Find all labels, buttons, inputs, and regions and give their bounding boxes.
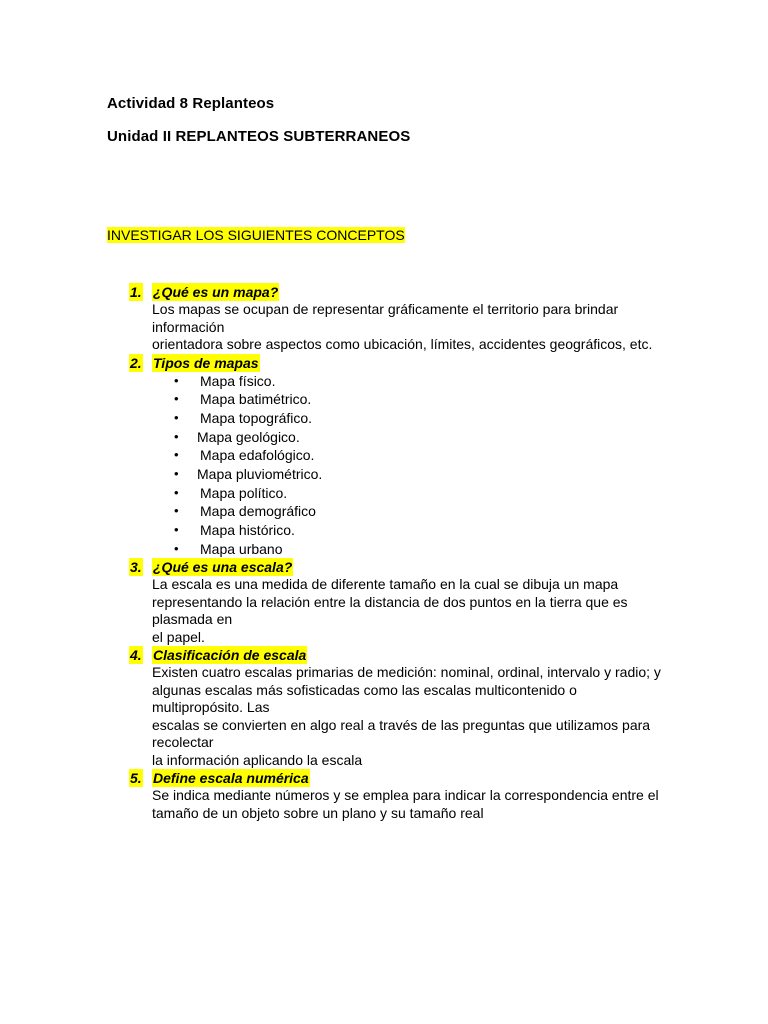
- question-number: 3.: [130, 559, 142, 576]
- question-text: ¿Qué es un mapa?: [153, 284, 279, 300]
- answer-line: orientadora sobre aspectos como ubicación, límites, accidentes geográficos, etc.: [152, 336, 653, 352]
- question-heading: [0, 354, 768, 372]
- bullet-icon: •: [174, 540, 179, 556]
- bullet-item: • Mapa topográfico.: [174, 409, 313, 426]
- question-text: Tipos de mapas: [153, 354, 259, 371]
- answer-line: recolectar: [152, 734, 214, 751]
- answer-line: el papel.: [152, 628, 205, 645]
- question-number: 4.: [130, 647, 142, 664]
- unit-title: Unidad II REPLANTEOS SUBTERRANEOS: [107, 128, 411, 145]
- bullet-icon: •: [174, 391, 179, 407]
- answer-line: La escala es una medida de diferente tamaño en la cual se dibuja un mapa: [152, 576, 619, 593]
- question-number: 1.: [130, 284, 142, 300]
- list-item: [0, 769, 768, 822]
- question-heading: [0, 283, 768, 301]
- question-text: ¿Qué es una escala?: [153, 559, 293, 576]
- bullet-item: • Mapa físico.: [174, 372, 276, 389]
- bullet-item: • Mapa pluviométrico.: [174, 465, 323, 482]
- numbered-list: [0, 283, 768, 822]
- question-heading: [0, 558, 768, 576]
- instruction-text: INVESTIGAR LOS SIGUIENTES CONCEPTOS: [107, 227, 405, 243]
- bullet-item: • Mapa urbano: [174, 540, 283, 557]
- bullet-item: • Mapa geológico.: [174, 428, 300, 445]
- question-heading: [0, 646, 768, 664]
- question-text: Clasificación de escala: [153, 647, 307, 664]
- bullet-icon: •: [174, 503, 179, 519]
- answer-line: información: [152, 318, 225, 335]
- answer-text: [152, 787, 662, 822]
- answer-line: Existen cuatro escalas primarias de medición: nominal, ordinal, intervalo y radio; y: [152, 664, 661, 681]
- bullet-icon: •: [174, 465, 179, 481]
- answer-line: multipropósito. Las: [152, 699, 270, 716]
- answer-line: representando la relación entre la distancia de dos puntos en la tierra que es: [152, 593, 628, 610]
- list-item: [0, 558, 768, 646]
- answer-line: escalas se convierten en algo real a través de las preguntas que utilizamos para: [152, 716, 651, 733]
- bullet-icon: •: [174, 409, 179, 425]
- answer-line: tamaño de un objeto sobre un plano y su tamaño real: [152, 804, 484, 821]
- bullet-icon: •: [174, 447, 179, 463]
- bullet-item: • Mapa batimétrico.: [174, 391, 312, 408]
- list-item: [0, 354, 768, 559]
- answer-text: [152, 664, 662, 769]
- question-number: 5.: [130, 770, 142, 787]
- bullet-item: • Mapa demográfico: [174, 503, 316, 520]
- answer-line: algunas escalas más sofisticadas como las escalas multicontenido o: [152, 681, 577, 698]
- answer-line: Los mapas se ocupan de representar gráficamente el territorio para brindar: [152, 301, 619, 317]
- instruction-heading: [107, 227, 405, 243]
- list-item: [0, 646, 768, 769]
- bullet-icon: •: [174, 428, 179, 444]
- bullet-icon: •: [174, 522, 179, 537]
- list-item: [0, 283, 768, 354]
- answer-line: Se indica mediante números y se emplea para indicar la correspondencia entre el: [152, 787, 659, 804]
- bullet-icon: •: [174, 372, 179, 388]
- question-heading: [0, 769, 768, 787]
- answer-text: [152, 576, 662, 646]
- answer-line: plasmada en: [152, 611, 233, 628]
- answer-line: la información aplicando la escala: [152, 751, 363, 768]
- bullet-icon: •: [174, 484, 179, 500]
- question-number: 2.: [130, 354, 142, 371]
- document-title: Actividad 8 Replanteos: [107, 95, 275, 112]
- bullet-item: • Mapa político.: [174, 484, 288, 501]
- bullet-item: • Mapa edafológico.: [174, 447, 315, 464]
- answer-text: [152, 301, 662, 354]
- map-types-list: [0, 372, 768, 559]
- question-text: Define escala numérica: [153, 770, 309, 787]
- bullet-item: • Mapa histórico.: [174, 522, 295, 538]
